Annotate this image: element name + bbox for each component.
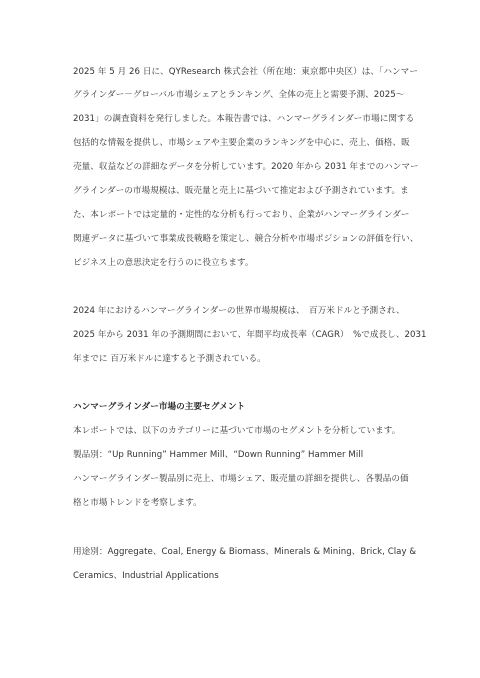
- intro-line-8: 関連データに基づいて事業成長戦略を策定し、競合分析や市場ポジションの評価を行い、: [73, 234, 419, 244]
- application-line-1: 用途別：Aggregate、Coal, Energy & Biomass、Minerals & Mining、Brick, Clay &: [73, 547, 417, 557]
- intro-line-1: 2025 年 5 月 26 日に、QYResearch 株式会社（所在地：東京都中央区）は、「ハンマー: [73, 67, 418, 77]
- intro-line-3: 2031」の調査資料を発行しました。本報告書では、ハンマーグラインダー市場に関する: [73, 114, 415, 124]
- product-desc-line-2: 格と市場トレンドを考察します。: [73, 498, 202, 508]
- market-line-1: 2024 年におけるハンマーグラインダーの世界市場規模は、 百万米ドルと予測され、: [73, 306, 405, 316]
- intro-line-7: た、本レポートでは定量的・定性的な分析も行っており、企業がハンマーグラインダー: [73, 210, 410, 220]
- intro-line-5: 売量、収益などの詳細なデータを分析しています。2020 年から 2031 年までのハンマー: [73, 162, 419, 172]
- intro-line-6: グラインダーの市場規模は、販売量と売上に基づいて推定および予測されています。ま: [73, 186, 409, 196]
- intro-line-2: グラインダー－グローバル市場シェアとランキング、全体の売上と需要予測、2025～: [73, 90, 405, 100]
- intro-line-4: 包括的な情報を提供し、市場シェアや主要企業のランキングを中心に、売上、価格、販: [73, 138, 410, 148]
- market-line-2: 2025 年から 2031 年の予測期間において、年間平均成長率（CAGR） %で成長し、2031: [73, 330, 427, 340]
- segment-heading: ハンマーグラインダー市場の主要セグメント: [73, 402, 246, 412]
- product-desc-line-1: ハンマーグラインダー製品別に売上、市場シェア、販売量の詳細を提供し、各製品の価: [73, 474, 409, 484]
- market-line-3: 年までに 百万米ドルに達すると予測されている。: [73, 354, 266, 364]
- product-line: 製品別：“Up Running” Hammer Mill、“Down Running” Hammer Mill: [73, 450, 364, 460]
- segment-intro: 本レポートでは、以下のカテゴリーに基づいて市場のセグメントを分析しています。: [73, 426, 401, 436]
- intro-line-9: ビジネス上の意思決定を行うのに役立ちます。: [73, 258, 254, 268]
- application-line-2: Ceramics、Industrial Applications: [73, 571, 219, 581]
